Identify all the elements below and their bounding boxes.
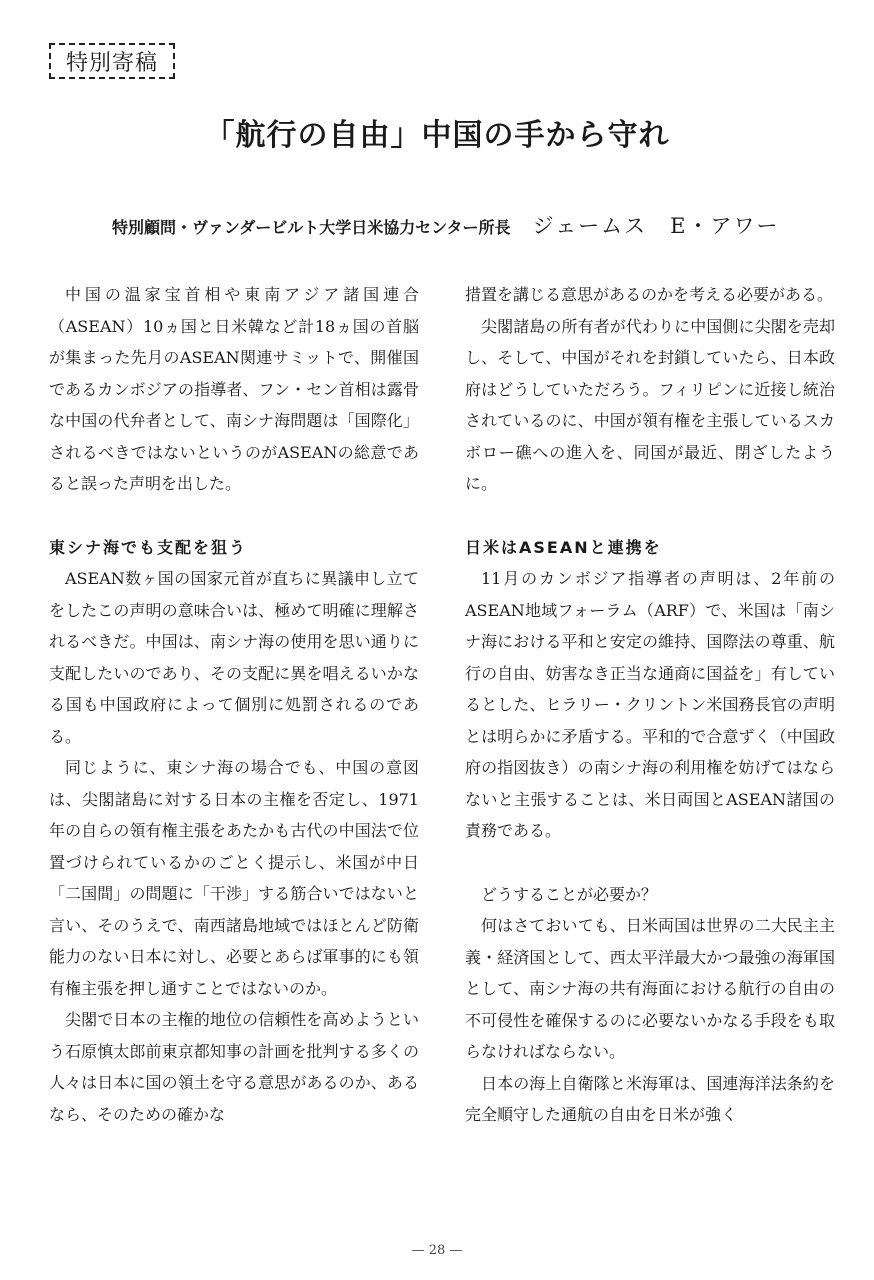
right-column <box>465 279 835 1131</box>
paragraph: 措置を講じる意思があるのかを考える必要がある。 <box>465 285 834 304</box>
section-heading: 日米はASEANと連携を <box>465 537 662 557</box>
section-subheading: どうすることが必要か？ <box>481 884 658 904</box>
paragraph: 中国の温家宝首相や東南アジア諸国連合（ASEAN）10ヵ国と日米韓など計18ヵ国の首脳が集まった先月のASEAN関連サミットで、開催国であるカンボジアの指導者、フン・セン首相は露骨な中国の代弁者として、南シナ海問題は「国際化」されるべきではないというのがASEANの総意であると誤った声明を出した。 <box>49 285 419 493</box>
paragraph: 何はさておいても、日米両国は世界の二大民主主義・経済国として、西太平洋最大かつ最強の海軍国として、南シナ海の共有海面における航行の自由の不可侵性を確保するのに必要ないかなる手段をも取らなければならない。 <box>465 916 835 1061</box>
author-name: ジェームス E・アワー <box>532 214 780 238</box>
paragraph: 尖閣で日本の主権的地位の信頼性を高めようという石原慎太郎前東京都知事の計画を批判する多くの人々は日本に国の領土を守る意思があるのか、あるなら、そのための確かな <box>49 1010 419 1124</box>
section-heading: 東シナ海でも支配を狙う <box>49 537 248 557</box>
article-title: 「航行の自由」中国の手から守れ <box>204 118 670 153</box>
byline <box>112 210 832 240</box>
article-type-tag: 特別寄稿 <box>49 43 175 79</box>
page-number: — 28 — <box>411 1243 463 1258</box>
paragraph: 尖閣諸島の所有者が代わりに中国側に尖閣を売却し、そして、中国がそれを封鎖していたら、日本政府はどうしていただろう。フィリピンに近接し統治されているのに、中国が領有権を主張しているスカボロー礁への進入を、同国が最近、閉ざしたように。 <box>465 316 835 493</box>
author-role: 特別顧問・ヴァンダービルト大学日米協力センター所長 <box>112 218 511 237</box>
paragraph: 同じように、東シナ海の場合でも、中国の意図は、尖閣諸島に対する日本の主権を否定し、1971年の自らの領有権主張をあたかも古代の中国法で位置づけられているかのごとく提示し、米国が中日「二国間」の問題に「干渉」する筋合いではないと言い、そのうえで、南西諸島地域ではほとんど防衛能力のない日本に対し、必要とあらば軍事的にも領有権主張を押し通すことではないのか。 <box>49 758 419 998</box>
paragraph: 日本の海上自衛隊と米海軍は、国連海洋法条約を完全順守した通航の自由を日米が強く <box>465 1073 835 1124</box>
paragraph: 11月のカンボジア指導者の声明は、2年前のASEAN地域フォーラム（ARF）で、米国は「南シナ海における平和と安定の維持、国際法の尊重、航行の自由、妨害なき正当な通商に国益を」有しているとした、ヒラリー・クリントン米国務長官の声明とは明らかに矛盾する。平和的で合意ずく（中国政府の指図抜き）の南シナ海の利用権を妨げてはならないと主張することは、米日両国とASEAN諸国の責務である。 <box>465 569 835 840</box>
paragraph: ASEAN数ヶ国の国家元首が直ちに異議申し立てをしたこの声明の意味合いは、極めて明確に理解されるべきだ。中国は、南シナ海の使用を思い通りに支配したいのであり、その支配に異を唱えるいかなる国も中国政府によって個別に処罰されるのである。 <box>49 569 419 746</box>
left-column <box>49 279 419 1130</box>
